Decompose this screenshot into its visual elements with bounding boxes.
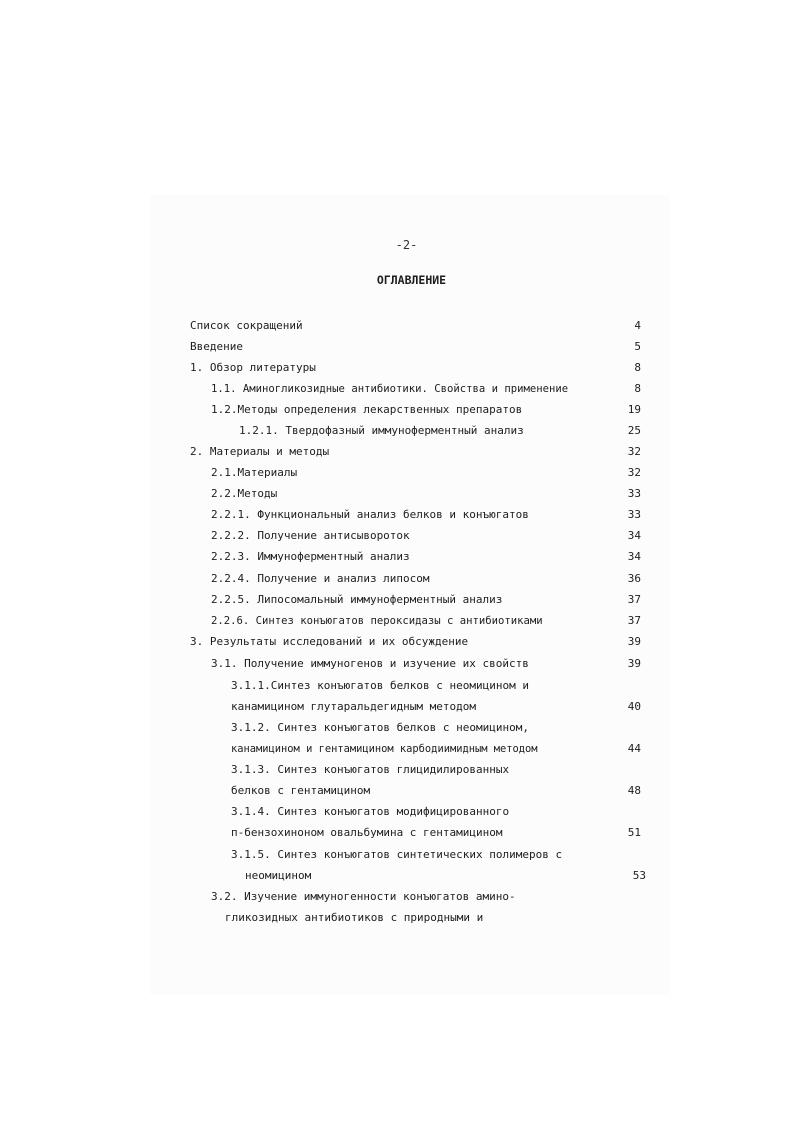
toc-entry: Введение xyxy=(190,340,243,353)
toc-page: 40 xyxy=(627,700,641,713)
toc-entry: 2.2.1. Функциональный анализ белков и конъюгатов xyxy=(211,508,529,521)
toc-entry: 3.1.3. Синтез конъюгатов глицидилированных xyxy=(231,763,510,776)
toc-page: 8 xyxy=(634,361,641,374)
toc-page: 48 xyxy=(627,784,641,797)
page-number: -2- xyxy=(395,238,418,252)
toc-page: 33 xyxy=(627,508,641,521)
toc-entry: 2.2.3. Иммуноферментный анализ xyxy=(211,550,410,563)
toc-page: 19 xyxy=(627,403,641,416)
toc-entry: 2. Материалы и методы xyxy=(190,445,330,458)
toc-entry: 3.1.1.Синтез конъюгатов белков с неомицином и xyxy=(231,679,530,692)
toc-page: 8 xyxy=(634,382,641,395)
toc-entry: белков с гентамицином xyxy=(231,784,371,797)
toc-entry: 3.1.5. Синтез конъюгатов синтетических полимеров с xyxy=(231,848,563,861)
toc-page: 39 xyxy=(627,635,641,648)
toc-entry: канамицином и гентамицином карбодиимидным методом xyxy=(231,743,538,755)
toc-entry: 3.2. Изучение иммуногенности конъюгатов амино- xyxy=(211,890,516,903)
toc-entry: канамицином глутаральдегидным методом xyxy=(231,700,477,713)
toc-entry: 1. Обзор литературы xyxy=(190,361,316,374)
toc-page: 36 xyxy=(627,572,641,585)
toc-entry: неомицином xyxy=(245,869,312,882)
toc-page: 37 xyxy=(627,614,641,627)
toc-page: 44 xyxy=(627,742,641,755)
toc-page: 34 xyxy=(627,550,641,563)
toc-page: 5 xyxy=(634,340,641,353)
toc-entry: 2.2.Методы xyxy=(211,487,278,500)
toc-entry: п-бензохиноном овальбумина с гентамицином xyxy=(231,826,503,839)
toc-entry: 2.2.2. Получение антисывороток xyxy=(211,529,410,542)
toc-entry: 2.2.5. Липосомальный иммуноферментный анализ xyxy=(211,593,503,606)
toc-entry: 2.2.4. Получение и анализ липосом xyxy=(211,572,430,585)
toc-page: 53 xyxy=(632,869,646,882)
page-title: ОГЛАВЛЕНИЕ xyxy=(376,273,447,287)
toc-entry: 3.1.2. Синтез конъюгатов белков с неомицином, xyxy=(231,721,530,734)
toc-page: 4 xyxy=(634,319,641,332)
toc-entry: Список сокращений xyxy=(190,319,303,332)
toc-page: 51 xyxy=(627,826,641,839)
toc-page: 32 xyxy=(627,445,641,458)
toc-page: 34 xyxy=(627,529,641,542)
toc-entry: 3. Результаты исследований и их обсуждение xyxy=(190,635,469,648)
toc-entry: 2.2.6. Синтез конъюгатов пероксидазы с антибиотиками xyxy=(211,615,543,627)
toc-entry: 3.1.4. Синтез конъюгатов модифицированного xyxy=(231,805,510,818)
toc-page: 33 xyxy=(627,487,641,500)
toc-page: 37 xyxy=(627,593,641,606)
toc-page: 39 xyxy=(627,657,641,670)
toc-entry: 3.1. Получение иммуногенов и изучение их свойств xyxy=(211,657,529,670)
toc-entry: 2.1.Материалы xyxy=(211,466,298,479)
toc-page: 32 xyxy=(627,466,641,479)
toc-entry: гликозидных антибиотиков с природными и xyxy=(225,911,484,924)
toc-entry: 1.2.Методы определения лекарственных препаратов xyxy=(211,403,523,416)
toc-entry: 1.1. Аминогликозидные антибиотики. Свойства и применение xyxy=(211,383,569,395)
toc-entry: 1.2.1. Твердофазный иммуноферментный анализ xyxy=(239,424,524,437)
toc-page: 25 xyxy=(627,424,641,437)
